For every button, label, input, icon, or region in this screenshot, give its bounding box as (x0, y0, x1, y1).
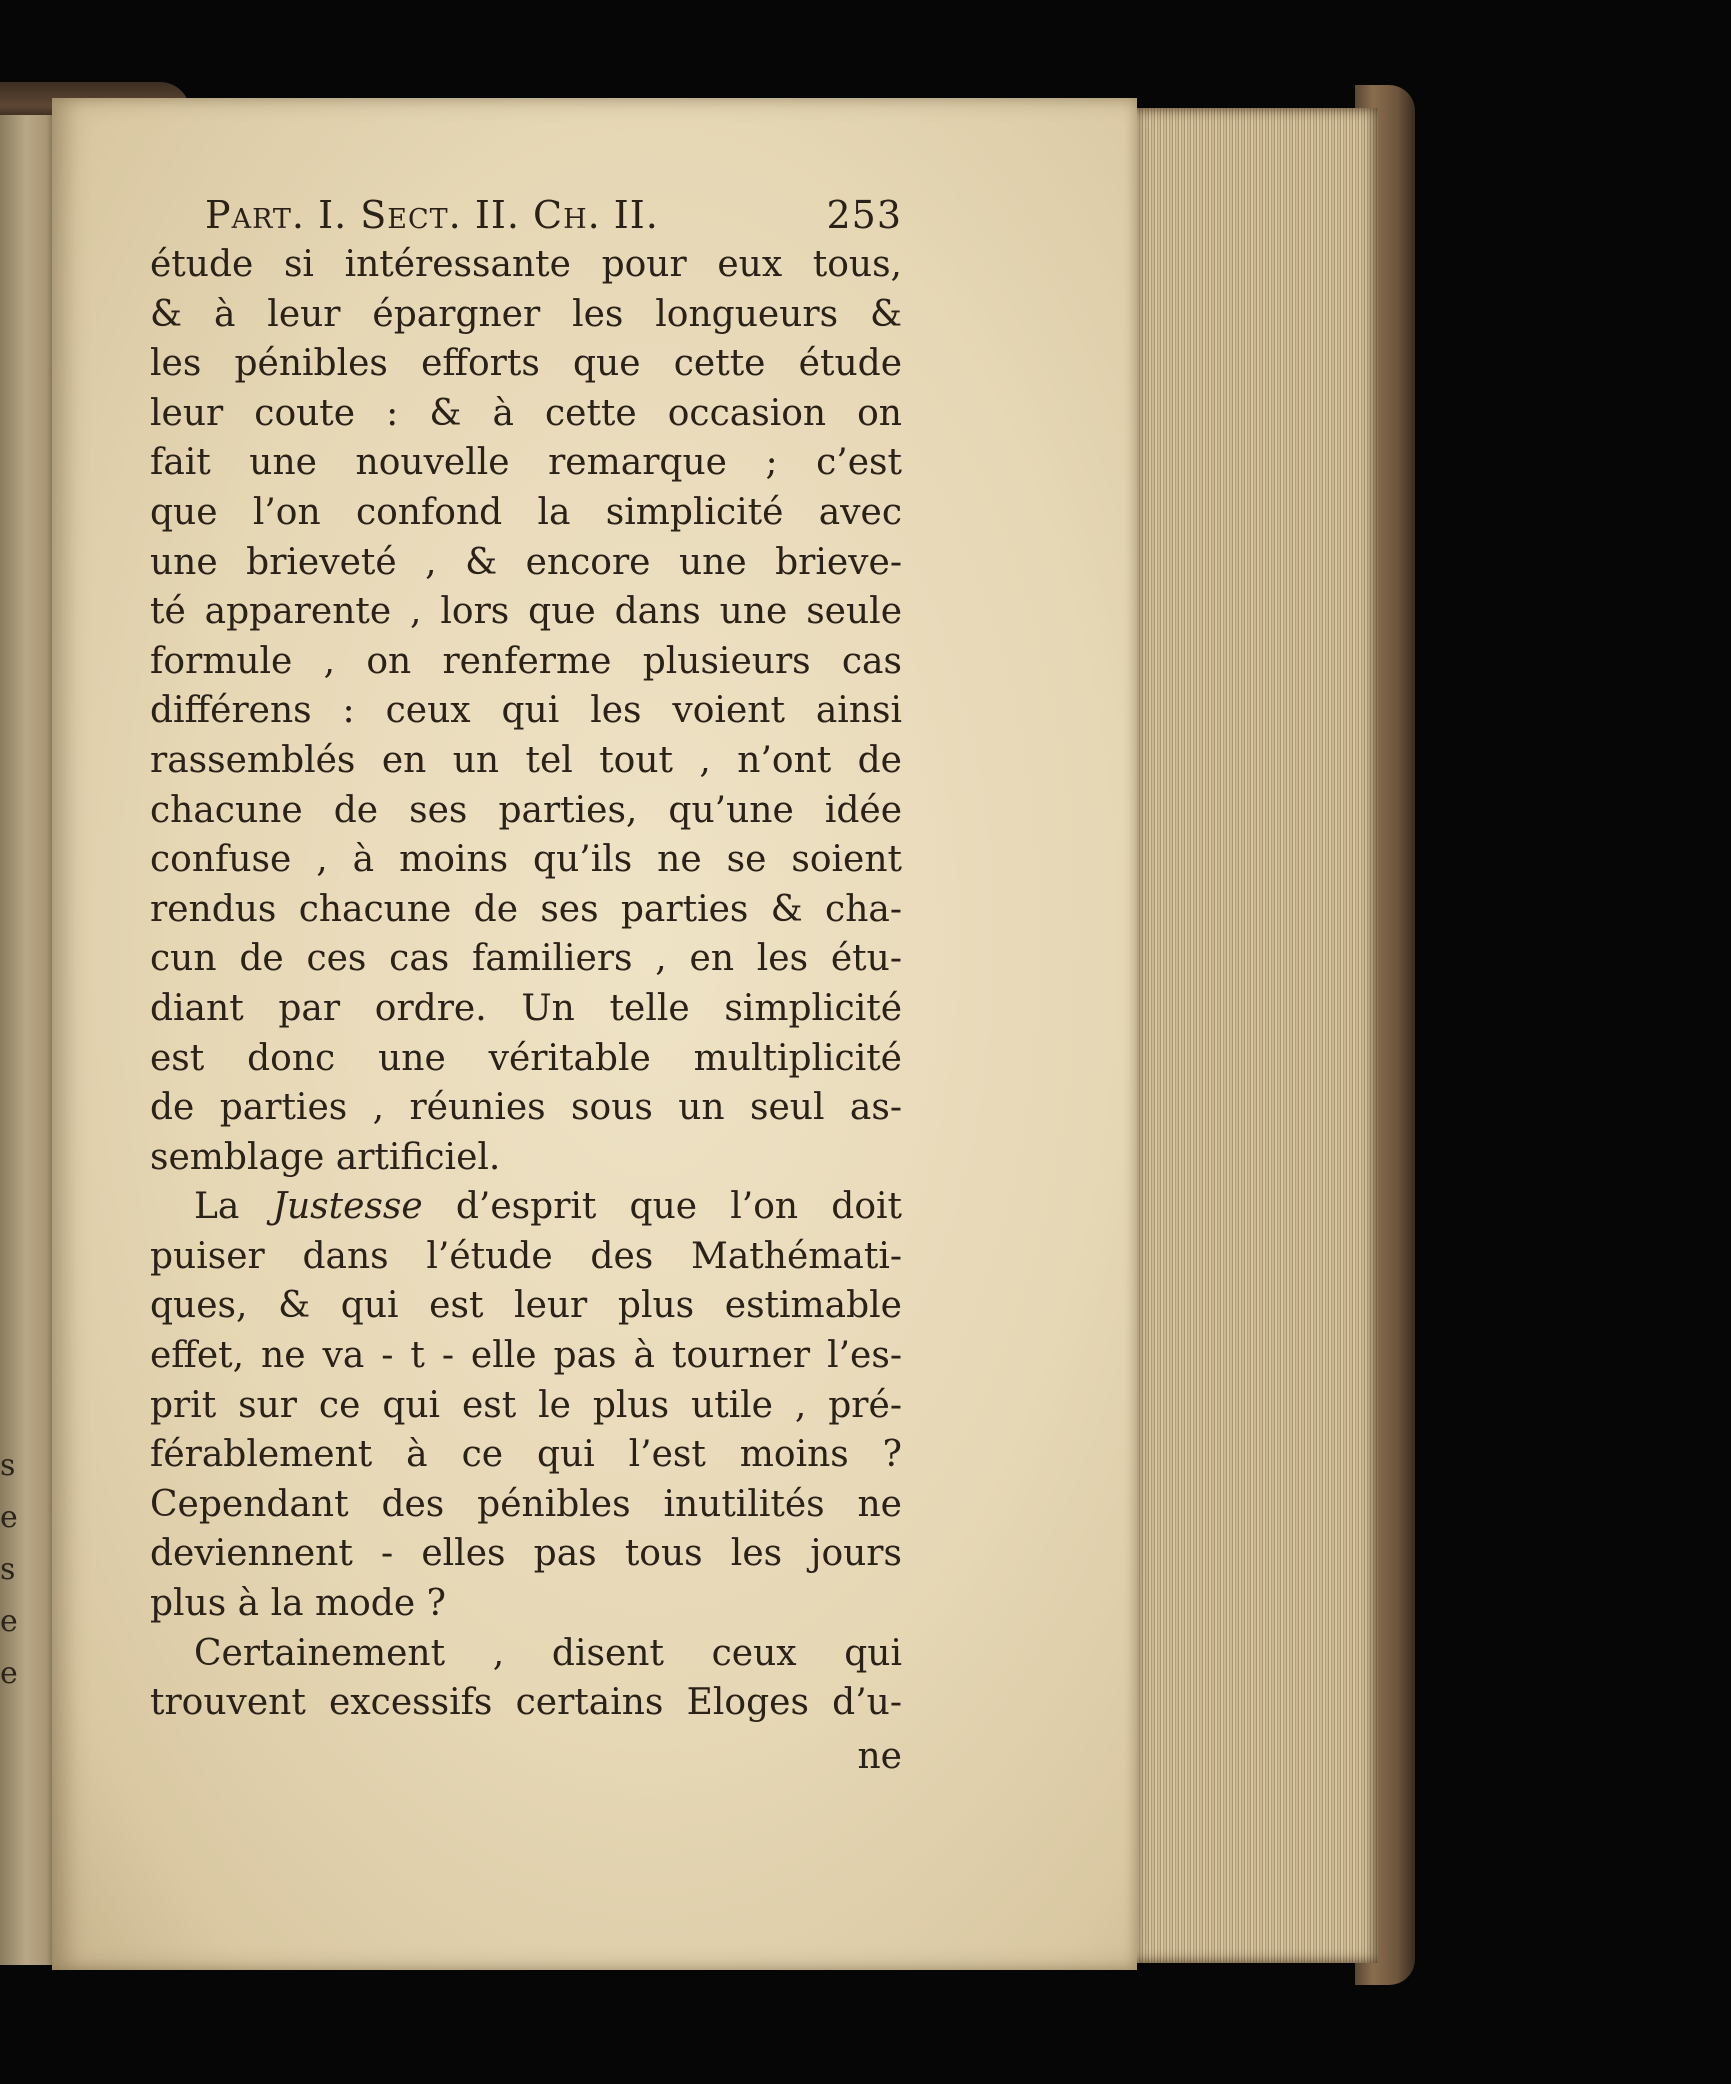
text-line: diant par ordre. Un telle simplicité (150, 987, 902, 1029)
text-line: rassemblés en un tel tout , n’ont de (150, 739, 902, 781)
text-line: & à leur épargner les longueurs & (150, 293, 902, 335)
italic-term: Justesse (272, 1186, 423, 1228)
text-line: rendus chacune de ses parties & cha- (150, 888, 902, 930)
text-line: Certainement , disent ceux qui (194, 1632, 902, 1674)
previous-page-glyph: e (0, 1604, 18, 1639)
text-line-rest: d’esprit que l’on doit (455, 1186, 902, 1228)
paragraph-2 (150, 1182, 902, 1628)
text-line: effet, ne va - t - elle pas à tourner l’es- (150, 1335, 902, 1377)
catchword: ne (857, 1735, 902, 1777)
text-line: leur coute : & à cette occasion on (150, 392, 902, 434)
running-head (205, 190, 902, 240)
text-line: formule , on renferme plusieurs cas (150, 640, 902, 682)
text-line: est donc une véritable multiplicité (150, 1037, 902, 1079)
text-line: trouvent excessifs certains Eloges d’u- (150, 1682, 902, 1724)
text-line: té apparente , lors que dans une seule (150, 591, 902, 633)
text-line: Cependant des pénibles inutilités ne (150, 1483, 902, 1525)
text-line: ques, & qui est leur plus estimable (150, 1285, 902, 1327)
text-line: confuse , à moins qu’ils ne se soient (150, 839, 902, 881)
text-line: de parties , réunies sous un seul as- (150, 1087, 902, 1129)
text-line: étude si intéressante pour eux tous, (150, 244, 902, 285)
text-line: semblage artificiel. (150, 1136, 501, 1178)
running-head-title: Part. I. Sect. II. Ch. II. (205, 193, 659, 237)
previous-page-glyphs (0, 1440, 20, 1700)
text-line: cun de ces cas familiers , en les étu- (150, 938, 902, 980)
text-line: différens : ceux qui les voient ainsi (150, 690, 902, 732)
text-line: que l’on confond la simplicité avec (150, 491, 902, 533)
paragraph-1 (150, 240, 902, 1182)
text-line: puiser dans l’étude des Mathémati- (150, 1235, 902, 1277)
text-line: une brieveté , & encore une brieve- (150, 541, 902, 583)
page-text-block (150, 190, 902, 1781)
page-fore-edge (1128, 108, 1378, 1963)
previous-page-glyph: e (0, 1656, 18, 1691)
text-line: férablement à ce qui l’est moins ? (150, 1434, 902, 1476)
text-line: prit sur ce qui est le plus utile , pré- (150, 1384, 902, 1426)
book-page (52, 98, 1137, 1970)
page-number: 253 (826, 193, 902, 237)
previous-page-glyph: s (0, 1552, 16, 1587)
previous-page-glyph: e (0, 1500, 18, 1535)
text-line: plus à la mode ? (150, 1583, 446, 1625)
text-line: deviennent - elles pas tous les jours (150, 1533, 902, 1575)
text-line: fait une nouvelle remarque ; c’est (150, 442, 902, 484)
text-line (150, 1182, 902, 1232)
text-line: les pénibles efforts que cette étude (150, 343, 902, 385)
paragraph-first-word: La (194, 1186, 240, 1228)
previous-page-glyph: s (0, 1448, 16, 1483)
paragraph-3 (150, 1629, 902, 1728)
text-line: chacune de ses parties, qu’une idée (150, 789, 902, 831)
